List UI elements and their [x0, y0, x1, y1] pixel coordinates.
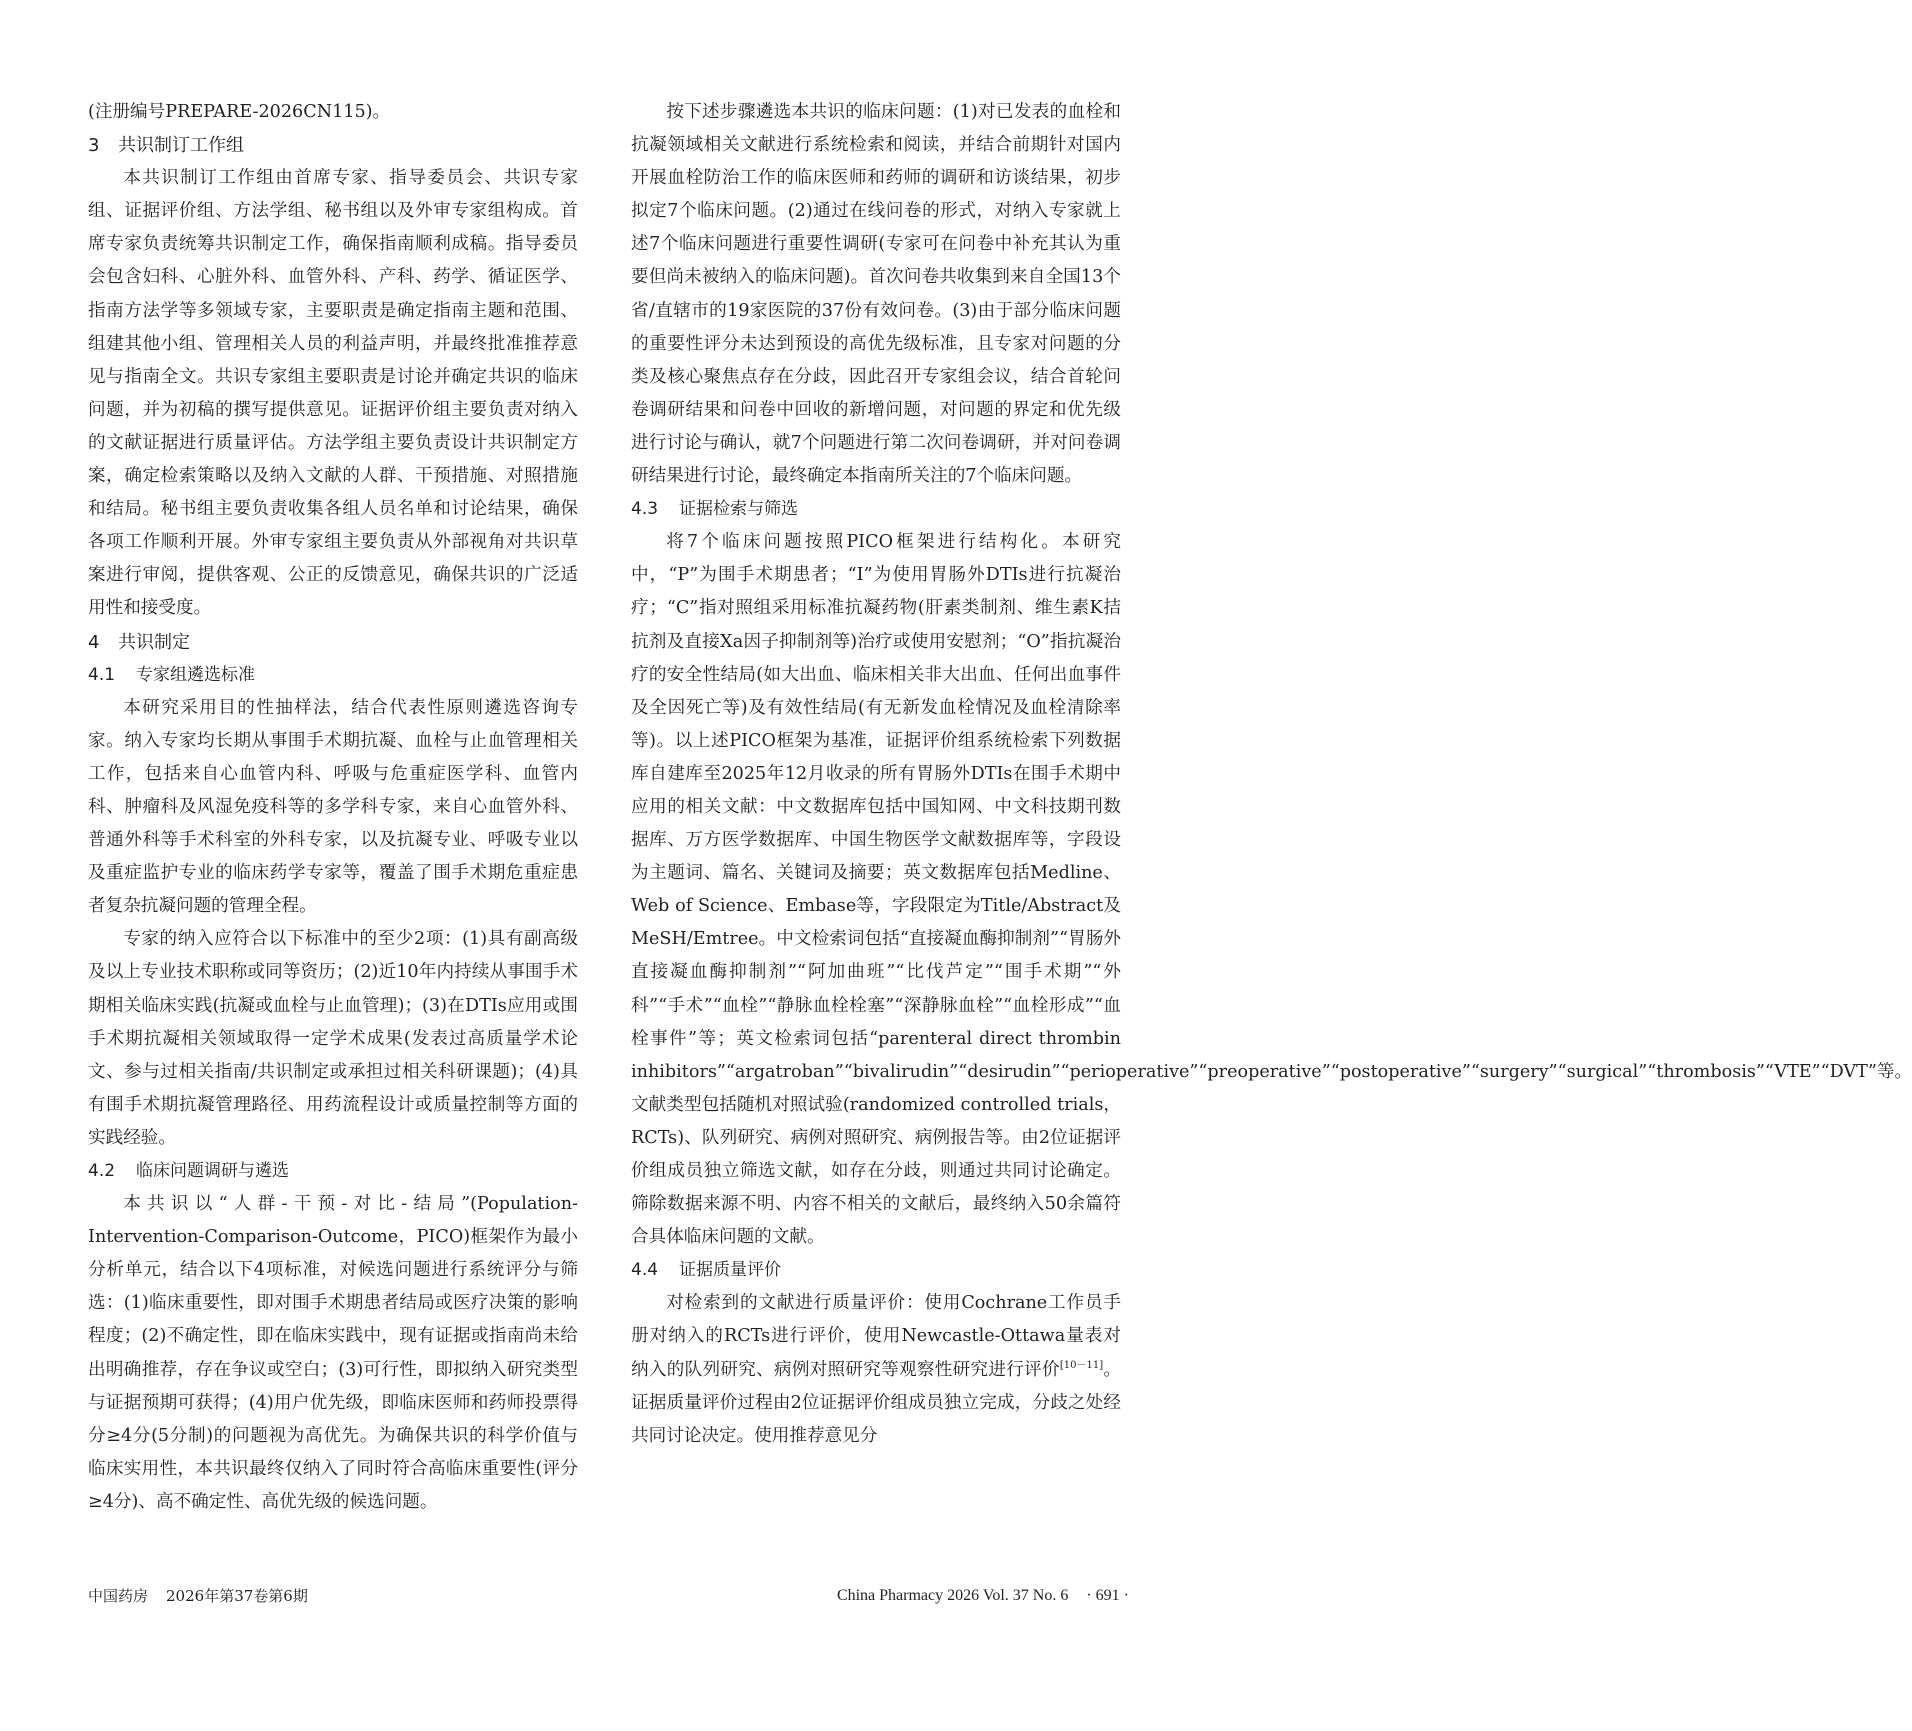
section-number: 4.2 [88, 1161, 116, 1181]
left-column [88, 96, 578, 1519]
paragraph: 本共识以“人群-干预-对比-结局”(Population-Intervention-Comparison-Outcome，PICO)框架作为最小分析单元，结合以下4项标准，对候选问题进行系统评分与筛选：(1)临床重要性，即对围手术期患者结局或医疗决策的影响程度；(2)不确定性，即在临床实践中，现有证据或指南尚未给出明确推荐，存在争议或空白；(3)可行性，即拟纳入研究类型与证据预期可获得；(4)用户优先级，即临床医师和药师投票得分≥4分(5分制)的问题视为高优先。为确保共识的科学价值与临床实用性，本共识最终仅纳入了同时符合高临床重要性(评分≥4分)、高不确定性、高优先级的候选问题。 [88, 1194, 578, 1512]
issue-info-cn: 2026年第37卷第6期 [166, 1587, 308, 1605]
paragraph: 本共识制订工作组由首席专家、指导委员会、共识专家组、证据评价组、方法学组、秘书组以及外审专家组构成。首席专家负责统筹共识制定工作，确保指南顺利成稿。指导委员会包含妇科、心脏外科、血管外科、产科、药学、循证医学、指南方法学等多领域专家，主要职责是确定指南主题和范围、组建其他小组、管理相关人员的利益声明，并最终批准推荐意见与指南全文。共识专家组主要职责是讨论并确定共识的临床问题，并为初稿的撰写提供意见。证据评价组主要负责对纳入的文献证据进行质量评估。方法学组主要负责设计共识制定方案，确定检索策略以及纳入文献的人群、干预措施、对照措施和结局。秘书组主要负责收集各组人员名单和讨论结果，确保各项工作顺利开展。外审专家组主要负责从外部视角对共识草案进行审阅，提供客观、公正的反馈意见，确保共识的广泛适用性和接受度。 [88, 168, 578, 619]
section-number: 4.4 [631, 1260, 659, 1281]
paragraph: 按下述步骤遴选本共识的临床问题：(1)对已发表的血栓和抗凝领域相关文献进行系统检索和阅读，并结合前期针对国内开展血栓防治工作的临床医师和药师的调研和访谈结果，初步拟定7个临床问题。(2)通过在线问卷的形式，对纳入专家就上述7个临床问题进行重要性调研(专家可在问卷中补充其认为重要但尚未被纳入的临床问题)。首次问卷共收集到来自全国13个省/直辖市的19家医院的37份有效问卷。(3)由于部分临床问题的重要性评分未达到预设的高优先级标准，且专家对问题的分类及核心聚焦点存在分歧，因此召开专家组会议，结合首轮问卷调研结果和问卷中回收的新增问题，对问题的界定和优先级进行讨论与确认，就7个问题进行第二次问卷调研，并对问卷调研结果进行讨论，最终确定本指南所关注的7个临床问题。 [631, 102, 1121, 487]
journal-name-cn: 中国药房 [88, 1587, 149, 1605]
section-3-heading [88, 129, 578, 162]
page-number: · 691 · [1086, 1587, 1129, 1604]
paragraph: 专家的纳入应符合以下标准中的至少2项：(1)具有副高级及以上专业技术职称或同等资历；(2)近10年内持续从事围手术期相关临床实践(抗凝或血栓与止血管理)；(3)在DTIs应用或围手术期抗凝相关领域取得一定学术成果(发表过高质量学术论文、参与过相关指南/共识制定或承担过相关科研课题)；(4)具有围手术期抗凝管理路径、用药流程设计或质量控制等方面的实践经验。 [88, 929, 578, 1148]
section-4-1-heading [88, 659, 578, 692]
paragraph [631, 1287, 1121, 1452]
section-4-heading [88, 626, 578, 659]
section-title: 证据质量评价 [679, 1260, 781, 1281]
footer-journal-cn [88, 1586, 308, 1606]
citation-reference: [10－11] [1059, 1359, 1104, 1371]
section-title: 共识制订工作组 [118, 135, 244, 157]
section-title: 临床问题调研与遴选 [136, 1161, 289, 1181]
registration-note: (注册编号PREPARE-2026CN115)。 [88, 102, 391, 122]
paragraph-text: 。证据质量评价过程由2位证据评价组成员独立完成，分歧之处经共同讨论决定。使用推荐意见分 [631, 1359, 1121, 1446]
section-number: 4 [88, 631, 100, 653]
section-number: 4.3 [631, 499, 659, 520]
section-4-4-heading [631, 1254, 1121, 1287]
section-title: 共识制定 [118, 631, 190, 653]
section-number: 3 [88, 135, 100, 157]
section-4-3-heading [631, 493, 1121, 526]
section-4-2-heading [88, 1155, 578, 1188]
section-title: 证据检索与筛选 [679, 499, 798, 520]
section-title: 专家组遴选标准 [136, 664, 255, 685]
footer-journal-en [837, 1586, 1129, 1606]
right-column [631, 96, 1912, 1453]
paragraph: 将7个临床问题按照PICO框架进行结构化。本研究中，“P”为围手术期患者；“I”为使用胃肠外DTIs进行抗凝治疗；“C”指对照组采用标准抗凝药物(肝素类制剂、维生素K拮抗剂及直接Ⅹa因子抑制剂等)治疗或使用安慰剂；“O”指抗凝治疗的安全性结局(如大出血、临床相关非大出血、任何出血事件及全因死亡等)及有效性结局(有无新发血栓情况及血栓清除率等)。以上述PICO框架为基准，证据评价组系统检索下列数据库自建库至2025年12月收录的所有胃肠外DTIs在围手术期中应用的相关文献：中文数据库包括中国知网、中文科技期刊数据库、万方医学数据库、中国生物医学文献数据库等，字段设为主题词、篇名、关键词及摘要；英文数据库包括Medline、Web of Science、Embase等，字段限定为Title/Abstract及MeSH/Emtree。中文检索词包括“直接凝血酶抑制剂”“胃肠外直接凝血酶抑制剂”“阿加曲班”“比伐芦定”“围手术期”“外科”“手术”“血栓”“静脉血栓栓塞”“深静脉血栓”“血栓形成”“血栓事件”等；英文检索词包括“parenteral direct thrombin inhibitors”“argatroban”“bivalirudin”“desirudin”“perioperative”“preoperative”“postoperative”“surgery”“surgical”“thrombosis”“VTE”“DVT”等。文献类型包括随机对照试验(randomized controlled trials，RCTs)、队列研究、病例对照研究、病例报告等。由2位证据评价组成员独立筛选文献，如存在分歧，则通过共同讨论确定。筛除数据来源不明、内容不相关的文献后，最终纳入50余篇符合具体临床问题的文献。 [631, 532, 1912, 1248]
journal-name-en: China Pharmacy 2026 Vol. 37 No. 6 [836, 1587, 1069, 1604]
section-number: 4.1 [88, 664, 116, 685]
paragraph: 本研究采用目的性抽样法，结合代表性原则遴选咨询专家。纳入专家均长期从事围手术期抗凝、血栓与止血管理相关工作，包括来自心血管内科、呼吸与危重症医学科、血管内科、肿瘤科及风湿免疫科等的多学科专家，来自心血管外科、普通外科等手术科室的外科专家，以及抗凝专业、呼吸专业以及重症监护专业的临床药学专家等，覆盖了围手术期危重症患者复杂抗凝问题的管理全程。 [88, 697, 578, 917]
paragraph-text: 对检索到的文献进行质量评价：使用Cochrane工作员手册对纳入的RCTs进行评价，使用Newcastle-Ottawa量表对纳入的队列研究、病例对照研究等观察性研究进行评价 [631, 1293, 1121, 1380]
